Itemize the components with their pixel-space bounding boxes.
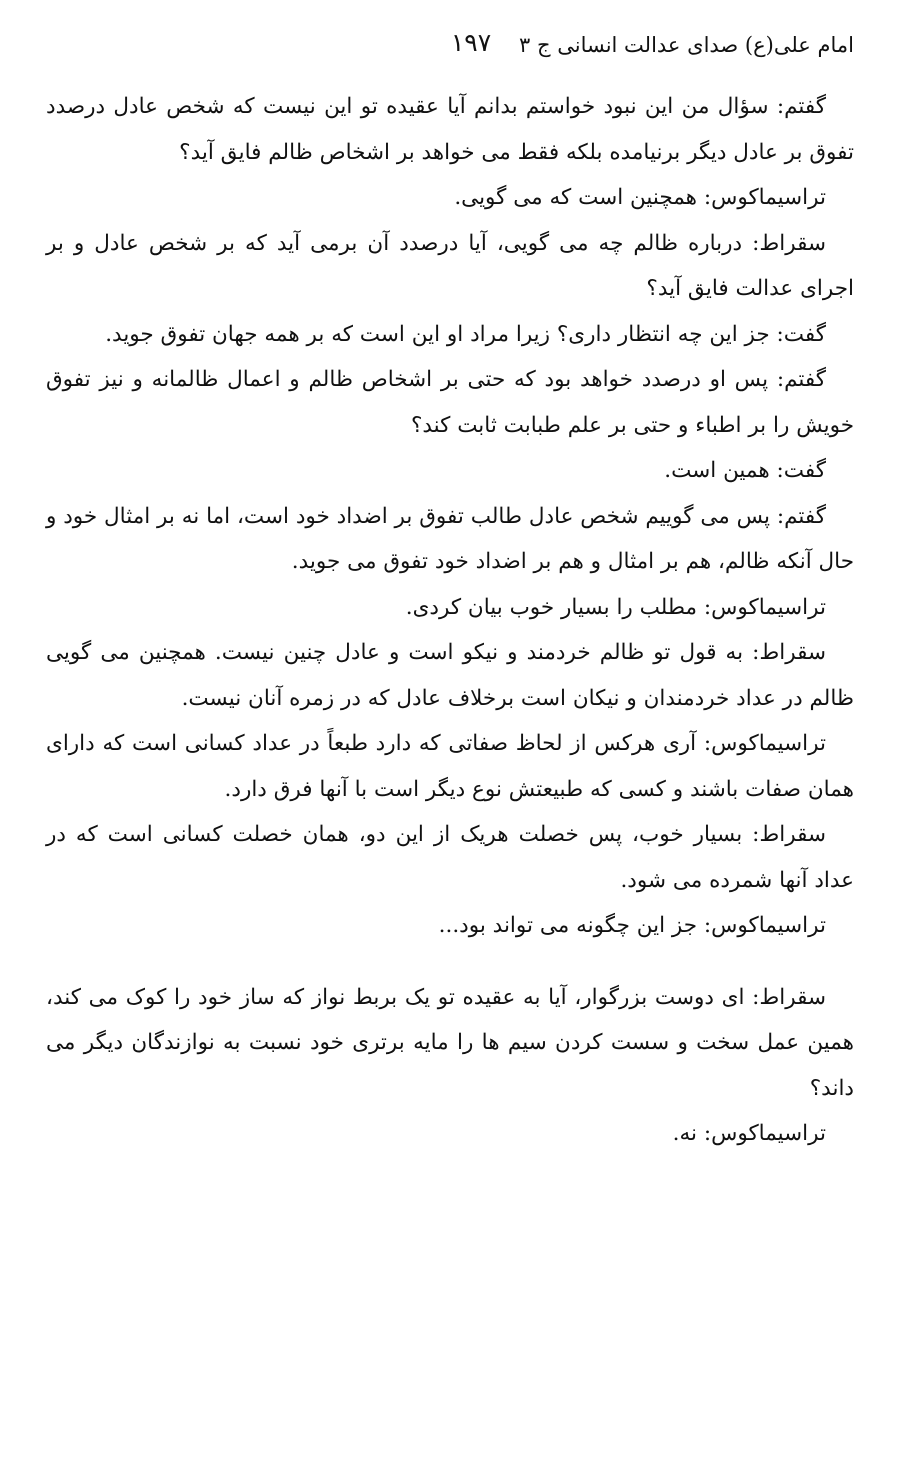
- running-header-title: امام علی(ع) صدای عدالت انسانی ج ۳: [519, 33, 854, 57]
- paragraph: گفتم: سؤال من این نبود خواستم بدانم آیا عقیده تو این نیست که شخص عادل درصدد تفوق بر عادل دیگر برنیامده بلکه فقط می خواهد بر اشخاص ظالم فایق آید؟: [46, 94, 854, 165]
- paragraph: سقراط: به قول تو ظالم خردمند و نیکو است و عادل چنین نیست. همچنین می گویی ظالم در عداد خردمندان و نیکان است برخلاف عادل که در زمره آنان نیست.: [46, 640, 854, 711]
- paragraph: تراسیماکوس: جز این چگونه می تواند بود...: [438, 913, 826, 938]
- paragraph: گفتم: پس او درصدد خواهد بود که حتی بر اشخاص ظالم و اعمال ظالمانه و نیز تفوق خویش را بر اطباء و حتی بر علم طبابت ثابت کند؟: [46, 367, 854, 438]
- paragraph: تراسیماکوس: همچنین است که می گویی.: [454, 185, 826, 210]
- paragraph: تراسیماکوس: مطلب را بسیار خوب بیان کردی.: [405, 594, 826, 620]
- page-header: [46, 0, 854, 70]
- page-number: ۱۹۷: [450, 28, 492, 57]
- paragraph: گفت: همین است.: [664, 458, 826, 483]
- paragraph: تراسیماکوس: نه.: [672, 1121, 826, 1146]
- paragraph: سقراط: ای دوست بزرگوار، آیا به عقیده تو یک بربط نواز که ساز خود را کوک می کند، همین عمل سخت و سست کردن سیم ها را مایه برتری خود نسبت به نوازندگان دیگر می داند؟: [46, 984, 854, 1101]
- paragraph: سقراط: بسیار خوب، پس خصلت هریک از این دو، همان خصلت کسانی است که در عداد آنها شمرده می شود.: [46, 822, 854, 893]
- paragraph: گفتم: پس می گوییم شخص عادل طالب تفوق بر اضداد خود است، اما نه بر امثال خود و حال آنکه ظالم، هم بر امثال و هم بر اضداد خود تفوق می جوید.: [46, 503, 854, 574]
- paragraph: سقراط: درباره ظالم چه می گویی، آیا درصدد آن برمی آید که بر شخص عادل و بر اجرای عدالت فایق آید؟: [46, 230, 854, 301]
- paragraph: گفت: جز این چه انتظار داری؟ زیرا مراد او این است که بر همه جهان تفوق جوید.: [105, 321, 826, 347]
- paragraph: تراسیماکوس: آری هرکس از لحاظ صفاتی که دارد طبعاً در عداد کسانی است که دارای همان صفات باشند و کسی که طبیعتش نوع دیگر است با آنها فرق دارد.: [46, 731, 854, 802]
- body-text: [46, 84, 854, 1157]
